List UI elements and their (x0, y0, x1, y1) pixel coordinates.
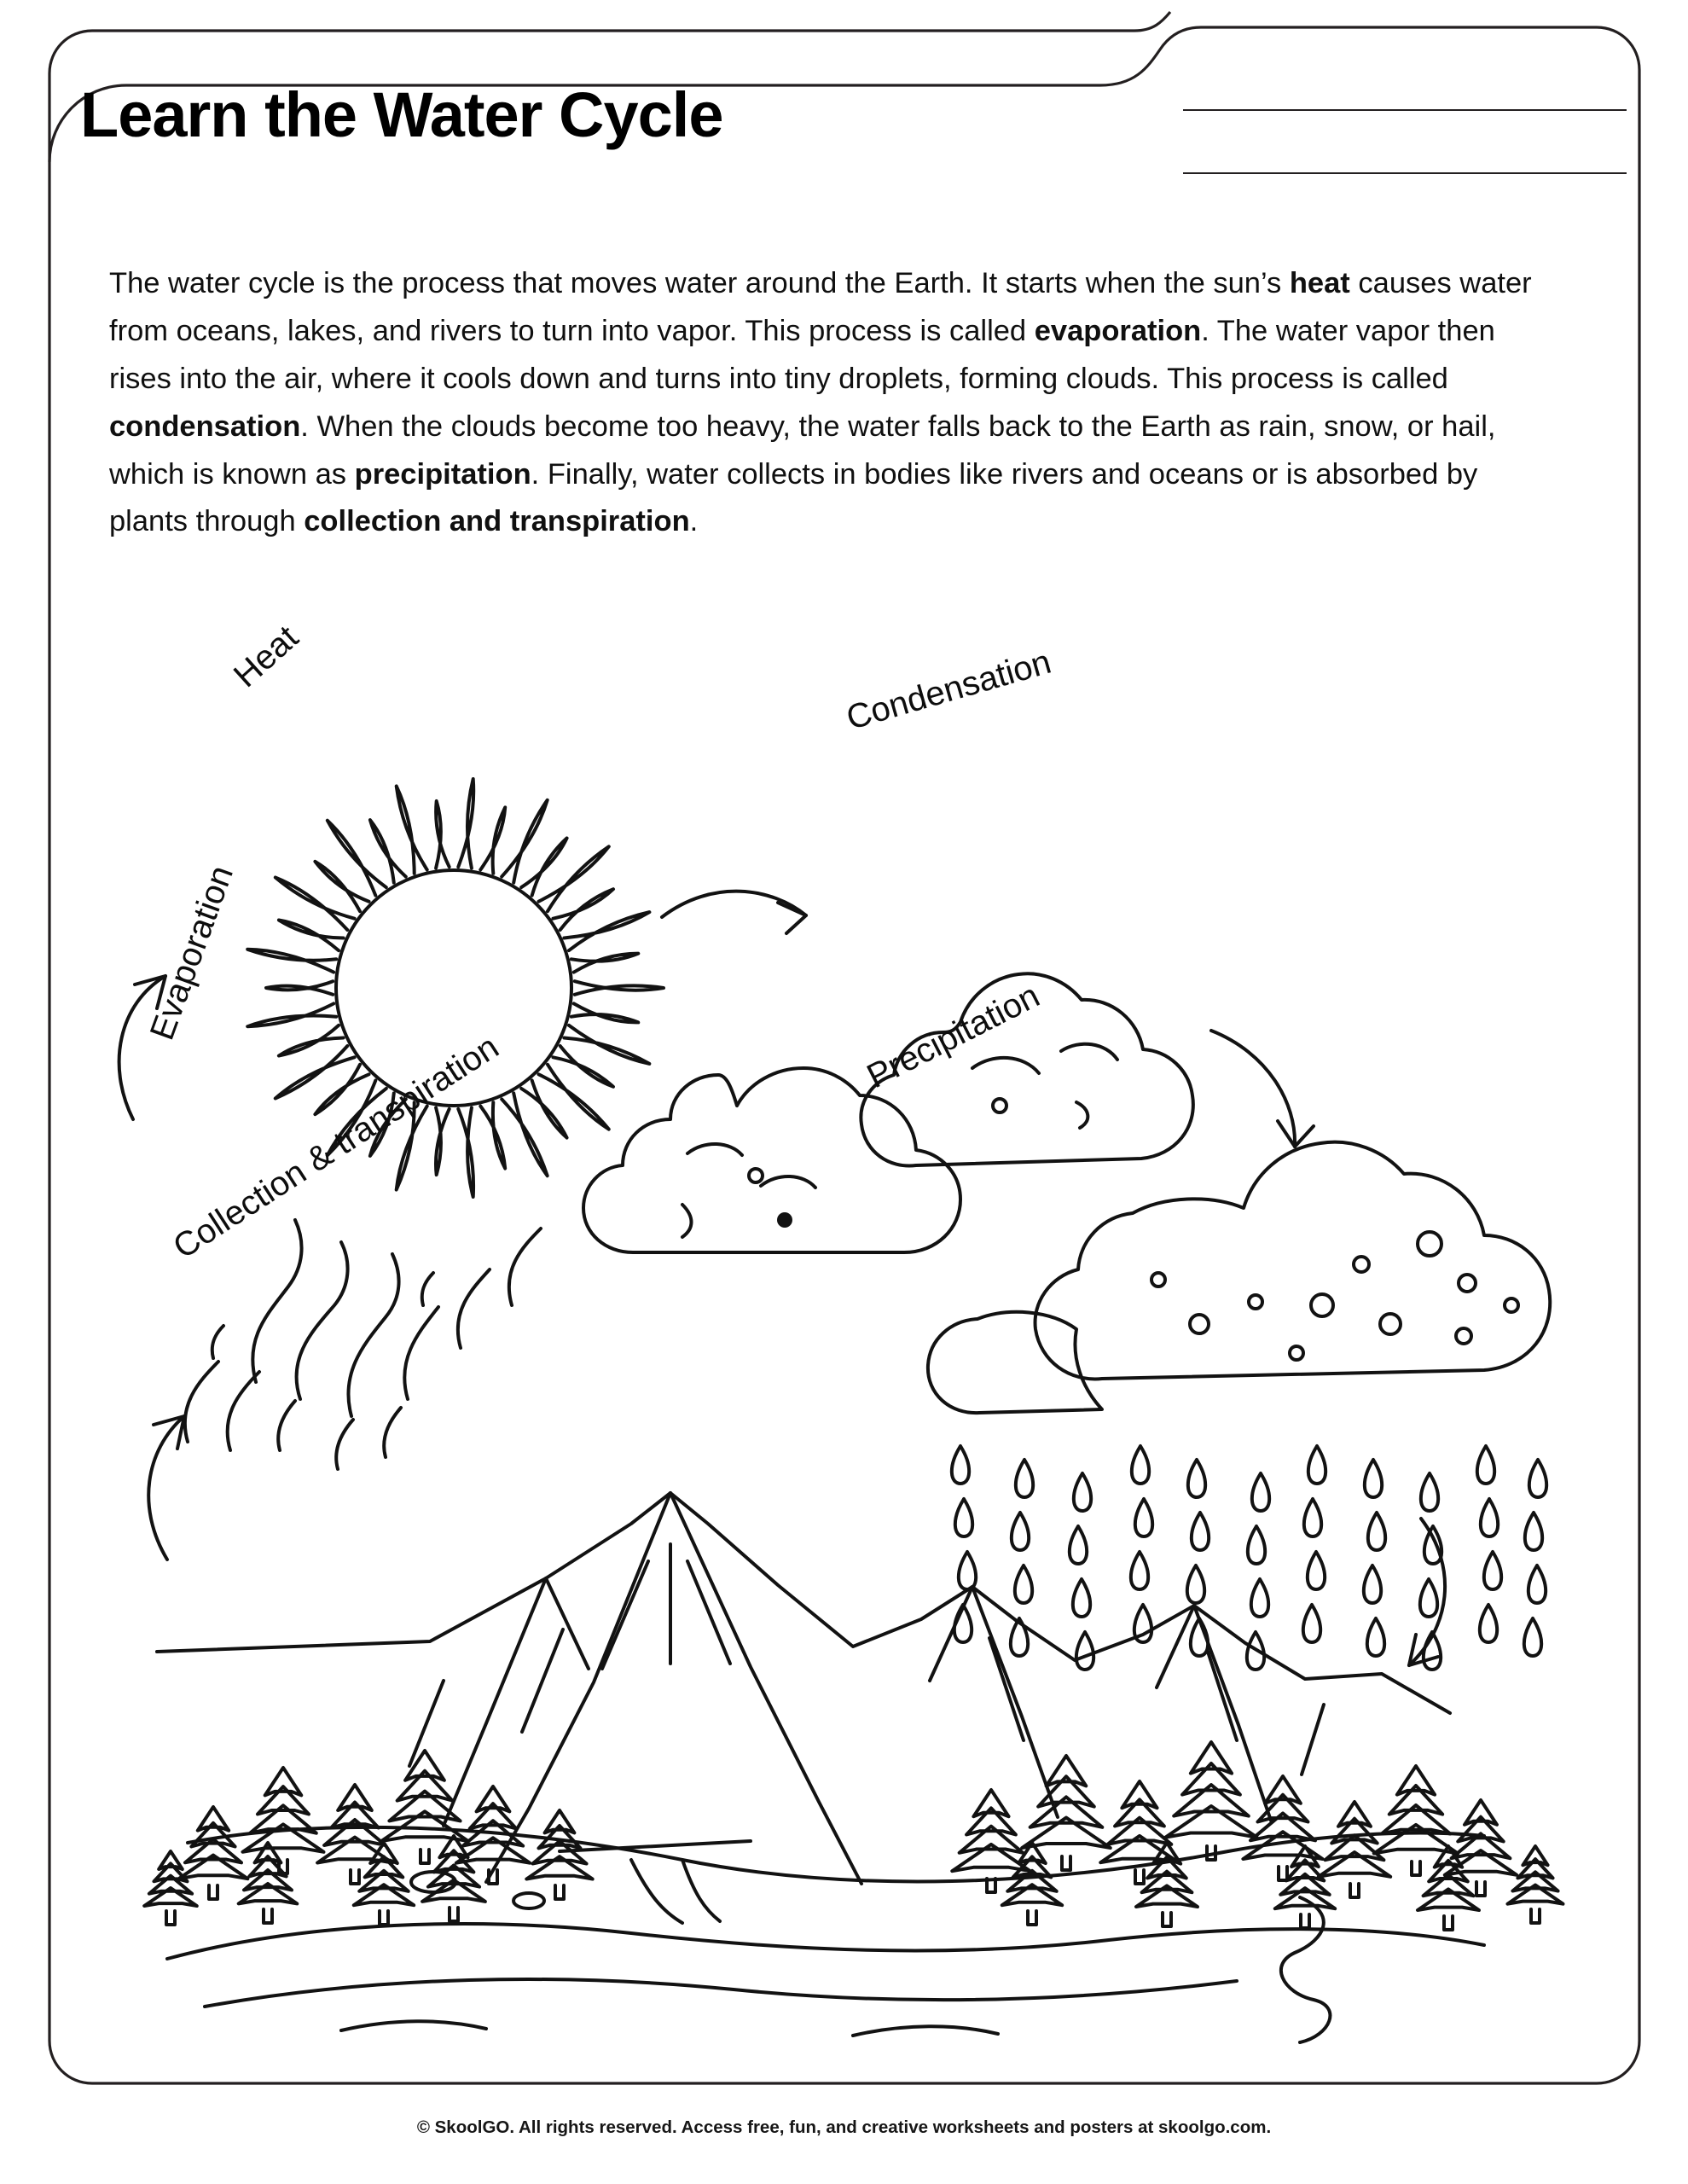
sun-icon (247, 779, 664, 1197)
water-cycle-diagram (85, 619, 1612, 2048)
diagram-label-evaporation: Evaporation (142, 860, 241, 1045)
rain-cloud-icon (928, 1142, 1550, 1413)
name-line-1[interactable] (1183, 109, 1627, 111)
diagram-label-condensation: Condensation (842, 642, 1056, 738)
student-name-lines (1183, 109, 1627, 174)
water-cycle-line-art (85, 631, 1612, 2048)
footer-credit: © SkoolGO. All rights reserved. Access free, fun, and creative worksheets and posters at skoolgo.com. (416, 2117, 1272, 2137)
evaporation-vapor-icon (185, 1220, 541, 1469)
arrow-curved-icon (1211, 1031, 1314, 1147)
cloud-small-icon (583, 1068, 960, 1252)
diagram-label-precipitation: Precipitation (861, 976, 1046, 1096)
arrow-curved-icon (662, 892, 806, 933)
page-title: Learn the Water Cycle (80, 79, 723, 150)
diagram-label-collection: Collection & transpiration (166, 1028, 506, 1267)
diagram-label-heat: Heat (226, 619, 306, 695)
arrow-curved-icon (148, 1416, 184, 1560)
intro-paragraph: The water cycle is the process that moves water around the Earth. It starts when the sun’s heat causes water from oceans, lakes, and rivers to turn into vapor. This process is called evaporation. The water vapor then rises into the air, where it cools down and turns into tiny droplets, forming clouds. This process is called condensation. When the clouds become too heavy, the water falls back to the Earth as rain, snow, or hail, which is known as precipitation. Finally, water collects in bodies like rivers and oceans or is absorbed by plants through collection and transpiration. (109, 267, 1532, 538)
title-banner (48, 34, 1182, 192)
name-line-2[interactable] (1183, 172, 1627, 174)
